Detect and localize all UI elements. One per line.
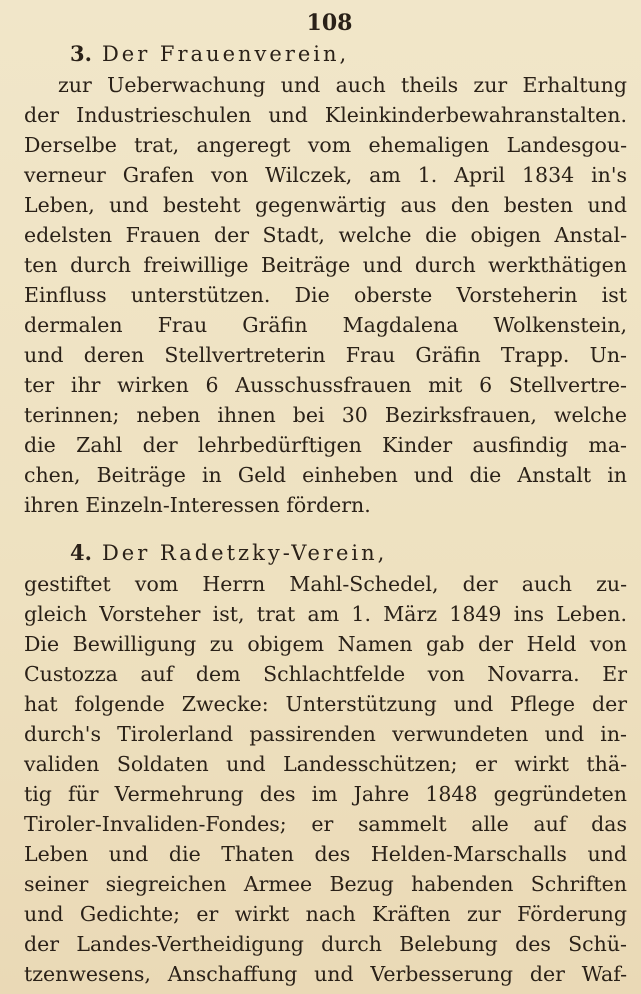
text-line: der Landes-Vertheidigung durch Belebung des Schü- [24, 932, 627, 956]
section-body-frauenverein [24, 70, 627, 520]
text-line: dermalen Frau Gräfin Magdalena Wolkenstein, [24, 313, 627, 337]
page-number: 108 [306, 10, 353, 36]
text-line: seiner siegreichen Armee Bezug habenden Schriften [24, 872, 627, 896]
text-line: validen Soldaten und Landesschützen; er wirkt thä- [24, 752, 627, 776]
section-number: 3. [70, 41, 92, 66]
text-line: die Zahl der lehrbedürftigen Kinder ausfindig ma- [24, 433, 627, 457]
text-line: zur Ueberwachung und auch theils zur Erhaltung [58, 73, 627, 97]
text-line: durch's Tirolerland passirenden verwundeten und in- [24, 722, 627, 746]
text-line: tig für Vermehrung des im Jahre 1848 gegründeten [24, 782, 627, 806]
text-line: terinnen; neben ihnen bei 30 Bezirksfrauen, welche [24, 403, 627, 427]
text-line: Die Bewilligung zu obigem Namen gab der Held von [24, 632, 627, 656]
text-line: edelsten Frauen der Stadt, welche die obigen Anstal- [24, 223, 627, 247]
text-line: gleich Vorsteher ist, trat am 1. März 1849 ins Leben. [24, 602, 627, 626]
text-line: hat folgende Zwecke: Unterstützung und Pflege der [24, 692, 627, 716]
text-line: ihren Einzeln-Interessen fördern. [24, 493, 371, 517]
section-number: 4. [70, 540, 92, 565]
text-line: und deren Stellvertreterin Frau Gräfin Trapp. Un- [24, 343, 627, 367]
text-line: ten durch freiwillige Beiträge und durch werkthätigen [24, 253, 627, 277]
text-line: tzenwesens, Anschaffung und Verbesserung der Waf- [24, 962, 627, 986]
text-line: gestiftet vom Herrn Mahl-Schedel, der auch zu- [24, 572, 627, 596]
section-heading-frauenverein [70, 38, 627, 70]
text-line: Tiroler-Invaliden-Fondes; er sammelt alle auf das [24, 812, 627, 836]
text-line: Custozza auf dem Schlachtfelde von Novarra. Er [24, 662, 627, 686]
text-line: Leben und die Thaten des Helden-Marschalls und [24, 842, 627, 866]
text-line: verneur Grafen von Wilczek, am 1. April 1834 in's [24, 163, 627, 187]
text-line: der Industrieschulen und Kleinkinderbewahranstalten. [24, 103, 627, 127]
text-line: Derselbe trat, angeregt vom ehemaligen Landesgou- [24, 133, 627, 157]
section-body-radetzky-verein [24, 569, 627, 989]
section-title: Der Frauenverein, [101, 42, 350, 66]
text-line: Einfluss unterstützen. Die oberste Vorsteherin ist [24, 283, 627, 307]
text-line: Leben, und besteht gegenwärtig aus den besten und [24, 193, 627, 217]
section-gap [24, 520, 627, 537]
text-line: ter ihr wirken 6 Ausschussfrauen mit 6 Stellvertre- [24, 373, 627, 397]
section-title: Der Radetzky-Verein, [101, 541, 388, 565]
text-line: und Gedichte; er wirkt nach Kräften zur Förderung [24, 902, 627, 926]
section-heading-radetzky-verein [70, 537, 627, 569]
text-line: chen, Beiträge in Geld einheben und die Anstalt in [24, 463, 627, 487]
